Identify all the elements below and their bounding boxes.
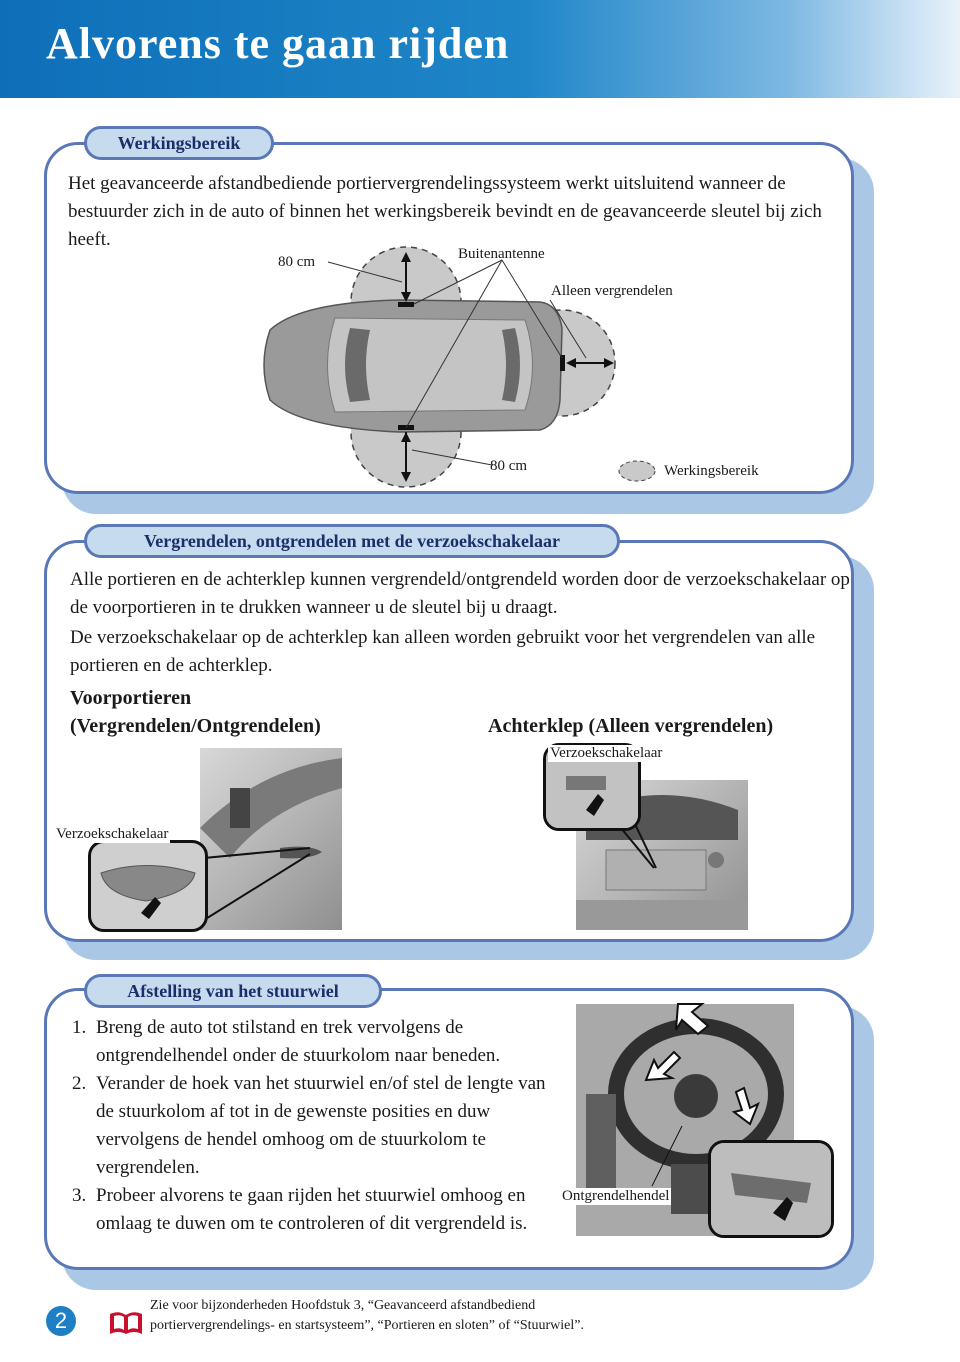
label-verzoekschakelaar-front: Verzoekschakelaar [56, 826, 169, 842]
achterklep-heading: Achterklep (Alleen vergrendelen) [488, 715, 774, 737]
section-tab-verzoekschakelaar: Vergrendelen, ontgrendelen met de verzoekschakelaar [84, 524, 620, 558]
front-switch-inset [88, 840, 208, 932]
lever-inset [708, 1140, 834, 1238]
adjust-arrows [640, 1000, 770, 1130]
label-ontgrendelhendel: Ontgrendelhendel [562, 1188, 670, 1204]
section-tab-werkingsbereik: Werkingsbereik [84, 126, 274, 160]
telescope-arrow-icon [646, 1052, 680, 1080]
legend-range-symbol [619, 461, 655, 481]
page-title: Alvorens te gaan rijden [46, 19, 510, 68]
legend-werkingsbereik: Werkingsbereik [664, 463, 759, 479]
footer-reference [150, 1296, 584, 1336]
antenna-tail [560, 355, 565, 371]
footer-reference-line1: Zie voor bijzonderheden Hoofdstuk 3, “Geavanceerd afstandbediend [150, 1298, 536, 1313]
label-verzoekschakelaar-rear: Verzoekschakelaar [550, 745, 663, 761]
label-80cm-top: 80 cm [278, 254, 316, 270]
verzoekschakelaar-text-2: De verzoekschakelaar op de achterklep kan alleen worden gebruikt voor het vergrendelen van alle portieren en de achterklep. [70, 627, 816, 676]
footer-reference-line2: portiervergrendelings- en startsysteem”, “Portieren en sloten” of “Stuurwiel”. [150, 1318, 584, 1333]
book-icon [108, 1310, 144, 1336]
steering-steps-list [72, 1014, 568, 1238]
werkingsbereik-description: Het geavanceerde afstandbediende portiervergrendelingssysteem werkt uitsluitend wanneer de bestuurder zich in de auto of binnen het werkingsbereik bevindt en de geavanceerde sleutel bij zich heeft. [68, 173, 822, 250]
label-alleen-vergrendelen: Alleen vergrendelen [551, 283, 673, 299]
antenna-front [398, 302, 414, 307]
down-arrow-icon [734, 1088, 758, 1124]
step-item: 2. Verander de hoek van het stuurwiel en/of stel de lengte van de stuurkolom af tot in de gewenste posities en duw vervolgens de hendel omhoog om de stuurkolom te vergrendelen. [72, 1073, 546, 1178]
voorportieren-heading-line2: (Vergrendelen/Ontgrendelen) [70, 715, 321, 737]
page-header [0, 0, 960, 98]
step-item: 1. Breng de auto tot stilstand en trek vervolgens de ontgrendelhendel onder de stuurkolom naar beneden. [72, 1017, 501, 1066]
page-number: 2 [46, 1306, 76, 1336]
verzoekschakelaar-text-1: Alle portieren en de achterklep kunnen vergrendeld/ontgrendeld worden door de verzoekschakelaar op de voorportieren in te drukken wanneer u de sleutel bij u draagt. [70, 569, 850, 618]
front-callout-lines [196, 838, 326, 928]
label-buitenantenne: Buitenantenne [458, 246, 545, 262]
car-top-view-diagram [240, 240, 800, 490]
voorportieren-heading-line1: Voorportieren [70, 687, 192, 709]
section-tab-stuurwiel: Afstelling van het stuurwiel [84, 974, 382, 1008]
tilt-arrow-icon [676, 1004, 708, 1034]
step-item: 3. Probeer alvorens te gaan rijden het stuurwiel omhoog en omlaag te duwen om te controleren of dit vergrendeld is. [72, 1185, 528, 1234]
label-80cm-bottom: 80 cm [490, 458, 528, 474]
